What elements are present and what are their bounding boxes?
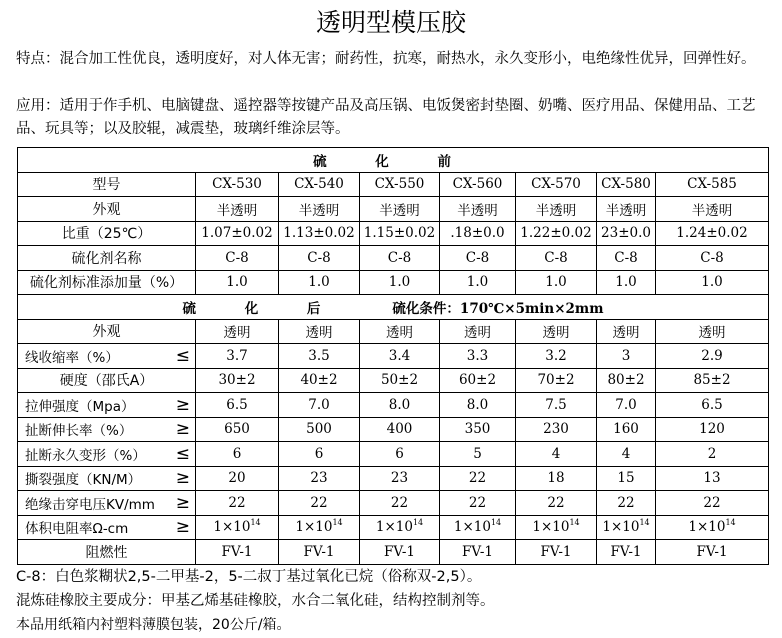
value-cell: [440, 417, 516, 442]
row-label-cell: [18, 221, 196, 246]
cell-value: 7.0: [615, 396, 637, 413]
value-cell: [279, 393, 360, 418]
row-label-cell: [18, 515, 196, 540]
row-label-cell: [18, 368, 196, 393]
value-cell: [656, 540, 769, 565]
after-row: [18, 540, 769, 565]
row-label-cell: [18, 417, 196, 442]
cell-value: 120: [699, 421, 725, 438]
row-label-cell: [18, 491, 196, 516]
value-cell: [656, 442, 769, 467]
cell-value: 1×10: [602, 519, 640, 536]
value-cell: [597, 319, 656, 344]
value-cell: [360, 540, 440, 565]
cell-value: 透明: [542, 325, 570, 342]
value-cell: 1.07±0.02: [196, 221, 279, 246]
value-cell: [279, 540, 360, 565]
row-label: 扯断永久变形（%）: [25, 447, 146, 464]
section-after-header: [18, 295, 769, 320]
value-cell: 半透明: [516, 197, 597, 222]
value-cell: [516, 417, 597, 442]
note-packaging: 本品用纸箱内衬塑料薄膜包装，20公斤/箱。: [16, 617, 291, 633]
value-cell: 1.0: [440, 270, 516, 295]
cell-value: 22: [547, 494, 565, 511]
value-cell: 1.22±0.02: [516, 221, 597, 246]
value-cell: [360, 393, 440, 418]
cell-value: 23: [310, 470, 328, 487]
cell-value: FV-1: [383, 544, 416, 561]
value-cell: [516, 368, 597, 393]
value-cell: C-8: [597, 246, 656, 271]
spec-table-body: [18, 148, 769, 565]
cell-value: 22: [228, 494, 246, 511]
value-cell: C-8: [279, 246, 360, 271]
cell-value: 4: [621, 445, 631, 462]
cell-value: 透明: [223, 325, 251, 342]
value-cell: 1.0: [597, 270, 656, 295]
value-cell: 1.13±0.02: [279, 221, 360, 246]
section-before-label: 硫 化 前: [313, 153, 473, 170]
value-cell: [516, 540, 597, 565]
before-row: [18, 270, 769, 295]
row-label-cell: [18, 319, 196, 344]
value-cell: [440, 368, 516, 393]
value-cell: [597, 442, 656, 467]
cell-value: 5: [473, 445, 482, 462]
cell-value: FV-1: [461, 544, 494, 561]
row-label: 硫化剂标准添加量（%）: [29, 275, 184, 292]
value-cell: [279, 344, 360, 369]
cell-value: 22: [390, 494, 409, 511]
row-label: 撕裂强度（KN/M）: [25, 472, 142, 489]
cell-value: 350: [464, 421, 491, 438]
value-cell: [196, 442, 279, 467]
cell-value: 230: [543, 421, 569, 438]
row-label-cell: [18, 393, 196, 418]
value-cell: [196, 491, 279, 516]
value-cell: [516, 393, 597, 418]
value-cell: [516, 515, 597, 540]
value-cell: [440, 540, 516, 565]
cell-value: FV-1: [221, 544, 253, 561]
row-label-cell: [18, 466, 196, 491]
inequality-symbol: ≥: [175, 468, 190, 489]
value-cell: [440, 442, 516, 467]
inequality-symbol: ≥: [175, 419, 190, 440]
value-cell: [656, 515, 769, 540]
row-label: 阻燃性: [85, 545, 128, 562]
value-cell: [516, 466, 597, 491]
value-cell: [279, 319, 360, 344]
value-cell: [196, 368, 279, 393]
value-cell: CX-570: [516, 172, 597, 197]
value-cell: CX-560: [440, 172, 516, 197]
exponent: 14: [725, 518, 736, 528]
value-cell: [279, 417, 360, 442]
after-row: [18, 442, 769, 467]
cell-value: 透明: [612, 325, 640, 342]
value-cell: 半透明: [656, 197, 769, 222]
before-row: [18, 197, 769, 222]
row-label: 绝缘击穿电压KV/mm: [25, 496, 155, 513]
value-cell: [597, 368, 656, 393]
value-cell: [196, 393, 279, 418]
cell-value: 60±2: [458, 372, 497, 389]
value-cell: CX-580: [597, 172, 656, 197]
cell-value: 透明: [464, 325, 491, 342]
value-cell: CX-585: [656, 172, 769, 197]
inequality-symbol: ≥: [175, 394, 190, 415]
value-cell: [440, 515, 516, 540]
cell-value: FV-1: [303, 544, 335, 561]
value-cell: [360, 319, 440, 344]
exponent: 14: [639, 518, 650, 528]
cell-value: 13: [703, 470, 721, 487]
row-label: 线收缩率（%）: [25, 349, 119, 366]
inequality-symbol: ≤: [175, 443, 190, 464]
cell-value: 85±2: [693, 372, 731, 389]
value-cell: C-8: [360, 246, 440, 271]
exponent: 14: [332, 518, 343, 528]
value-cell: [360, 344, 440, 369]
value-cell: [597, 417, 656, 442]
value-cell: 1.0: [196, 270, 279, 295]
cell-value: 160: [613, 421, 639, 438]
cell-value: 500: [306, 421, 332, 438]
value-cell: [196, 344, 279, 369]
cell-value: 6.5: [701, 396, 723, 413]
cell-value: 8.0: [466, 396, 489, 413]
value-cell: [656, 344, 769, 369]
value-cell: [597, 540, 656, 565]
cell-value: 23: [390, 470, 409, 487]
value-cell: [516, 491, 597, 516]
cell-value: 2.9: [701, 347, 723, 364]
exponent: 14: [250, 518, 261, 528]
value-cell: C-8: [656, 246, 769, 271]
value-cell: .18±0.0: [440, 221, 516, 246]
value-cell: [440, 491, 516, 516]
value-cell: 半透明: [360, 197, 440, 222]
value-cell: [656, 417, 769, 442]
cell-value: 3.5: [308, 347, 330, 364]
value-cell: 1.0: [656, 270, 769, 295]
value-cell: C-8: [196, 246, 279, 271]
row-label-cell: [18, 246, 196, 271]
value-cell: [516, 344, 597, 369]
value-cell: 1.0: [516, 270, 597, 295]
cell-value: 1×10: [213, 519, 251, 536]
value-cell: [360, 491, 440, 516]
inequality-symbol: ≥: [175, 492, 190, 513]
value-cell: [597, 466, 656, 491]
cell-value: 3.2: [545, 347, 567, 364]
cell-value: 22: [617, 494, 635, 511]
value-cell: [196, 319, 279, 344]
cell-value: 6: [395, 445, 404, 462]
cell-value: FV-1: [696, 544, 728, 561]
value-cell: [597, 393, 656, 418]
row-label-cell: [18, 344, 196, 369]
row-label-cell: [18, 442, 196, 467]
cell-value: 18: [547, 470, 565, 487]
value-cell: [279, 466, 360, 491]
value-cell: [597, 491, 656, 516]
value-cell: 1.24±0.02: [656, 221, 769, 246]
inequality-symbol: ≥: [175, 517, 190, 538]
value-cell: 23±0.0: [597, 221, 656, 246]
value-cell: [360, 466, 440, 491]
cell-value: 22: [468, 470, 487, 487]
value-cell: [656, 319, 769, 344]
cell-value: FV-1: [610, 544, 642, 561]
cell-value: 30±2: [218, 372, 256, 389]
applications-paragraph: 应用：适用于作手机、电脑键盘、遥控器等按键产品及高压锅、电饭煲密封垫圈、奶嘴、医疗用品、保健用品、工艺品、玩具等；以及胶辊，减震垫，玻璃纤维涂层等。: [16, 98, 756, 137]
row-label: 扯断伸长率（%）: [25, 423, 133, 440]
cell-value: 1×10: [453, 519, 491, 536]
value-cell: [360, 442, 440, 467]
row-label: 外观: [92, 324, 121, 341]
cell-value: 70±2: [537, 372, 575, 389]
value-cell: [597, 344, 656, 369]
value-cell: [656, 368, 769, 393]
cell-value: 22: [703, 494, 721, 511]
value-cell: [360, 417, 440, 442]
value-cell: [279, 491, 360, 516]
row-label: 型号: [92, 177, 121, 194]
inequality-symbol: ≤: [175, 345, 190, 366]
cell-value: 8.0: [388, 396, 411, 413]
cell-value: 3.7: [226, 347, 248, 364]
value-cell: [597, 515, 656, 540]
row-label-cell: [18, 540, 196, 565]
features-paragraph: 特点：混合加工性优良，透明度好，对人体无害；耐药性，抗寒，耐热水，永久变形小，电绝缘性优异，回弹性好。: [16, 51, 756, 67]
value-cell: C-8: [440, 246, 516, 271]
value-cell: 1.0: [360, 270, 440, 295]
cell-value: 15: [617, 470, 635, 487]
cell-value: 650: [224, 421, 250, 438]
spec-table: [17, 147, 769, 565]
value-cell: 半透明: [440, 197, 516, 222]
section-before-row: [18, 148, 769, 173]
before-row: [18, 246, 769, 271]
cell-value: 20: [228, 470, 246, 487]
exponent: 14: [569, 518, 580, 528]
value-cell: 半透明: [597, 197, 656, 222]
before-row: [18, 172, 769, 197]
cell-value: 1×10: [375, 519, 413, 536]
cell-value: 6: [232, 445, 242, 462]
cell-value: 80±2: [607, 372, 645, 389]
note-curing-agent: C-8：白色浆糊状2,5-二甲基-2，5-二叔丁基过氧化已烷（俗称双-2,5）。: [16, 569, 482, 585]
after-row: [18, 393, 769, 418]
cell-value: 1×10: [295, 519, 333, 536]
value-cell: [656, 491, 769, 516]
cell-value: FV-1: [540, 544, 572, 561]
value-cell: [440, 344, 516, 369]
value-cell: [279, 442, 360, 467]
cell-value: 透明: [386, 325, 413, 342]
value-cell: [440, 393, 516, 418]
cell-value: 6: [314, 445, 324, 462]
cell-value: 透明: [305, 325, 333, 342]
after-row: [18, 344, 769, 369]
cell-value: 7.0: [308, 396, 330, 413]
after-row: [18, 491, 769, 516]
row-label-cell: [18, 197, 196, 222]
note-composition: 混炼硅橡胶主要成分：甲基乙烯基硅橡胶，水合二氧化硅，结构控制剂等。: [16, 593, 495, 609]
row-label: 体积电阻率Ω-cm: [25, 521, 129, 538]
exponent: 14: [412, 518, 424, 528]
row-label: 外观: [92, 201, 121, 218]
value-cell: [279, 515, 360, 540]
value-cell: 半透明: [196, 197, 279, 222]
cell-value: 400: [386, 421, 413, 438]
value-cell: [656, 466, 769, 491]
cell-value: 4: [551, 445, 561, 462]
value-cell: 1.0: [279, 270, 360, 295]
cure-conditions: 硫化条件：170℃×5min×2mm: [392, 300, 604, 317]
value-cell: [656, 393, 769, 418]
cell-value: 2: [707, 445, 717, 462]
after-row: [18, 515, 769, 540]
exponent: 14: [490, 518, 502, 528]
row-label: 拉伸强度（Mpa）: [25, 398, 135, 415]
value-cell: [360, 368, 440, 393]
value-cell: [516, 319, 597, 344]
row-label-cell: [18, 172, 196, 197]
row-label: 比重（25℃）: [61, 226, 152, 243]
before-row: [18, 221, 769, 246]
row-label-cell: [18, 270, 196, 295]
cell-value: 22: [468, 494, 487, 511]
value-cell: [279, 368, 360, 393]
value-cell: [440, 466, 516, 491]
value-cell: CX-540: [279, 172, 360, 197]
value-cell: [196, 540, 279, 565]
document-title: 透明型模压胶: [315, 8, 466, 37]
value-cell: [360, 515, 440, 540]
value-cell: [196, 417, 279, 442]
cell-value: 3.3: [466, 347, 489, 364]
value-cell: CX-550: [360, 172, 440, 197]
cell-value: 6.5: [226, 396, 248, 413]
value-cell: [196, 466, 279, 491]
after-row: [18, 466, 769, 491]
value-cell: [196, 515, 279, 540]
cell-value: 3: [621, 347, 631, 364]
cell-value: 40±2: [300, 372, 338, 389]
cell-value: 1×10: [532, 519, 570, 536]
cell-value: 50±2: [380, 372, 419, 389]
section-before-header: [18, 148, 769, 173]
after-row: [18, 319, 769, 344]
value-cell: 1.15±0.02: [360, 221, 440, 246]
value-cell: [440, 319, 516, 344]
row-label: 硫化剂名称: [71, 250, 142, 267]
section-after-label: 硫 化 后: [182, 300, 343, 317]
cell-value: 22: [310, 494, 328, 511]
cell-value: 透明: [698, 325, 726, 342]
after-row: [18, 417, 769, 442]
section-after-row: [18, 295, 769, 320]
cell-value: 1×10: [688, 519, 726, 536]
row-label: 硬度（邵氏A）: [59, 373, 154, 390]
value-cell: CX-530: [196, 172, 279, 197]
value-cell: C-8: [516, 246, 597, 271]
cell-value: 7.5: [545, 396, 567, 413]
cell-value: 3.4: [388, 347, 411, 364]
value-cell: [516, 442, 597, 467]
after-row: [18, 368, 769, 393]
value-cell: 半透明: [279, 197, 360, 222]
